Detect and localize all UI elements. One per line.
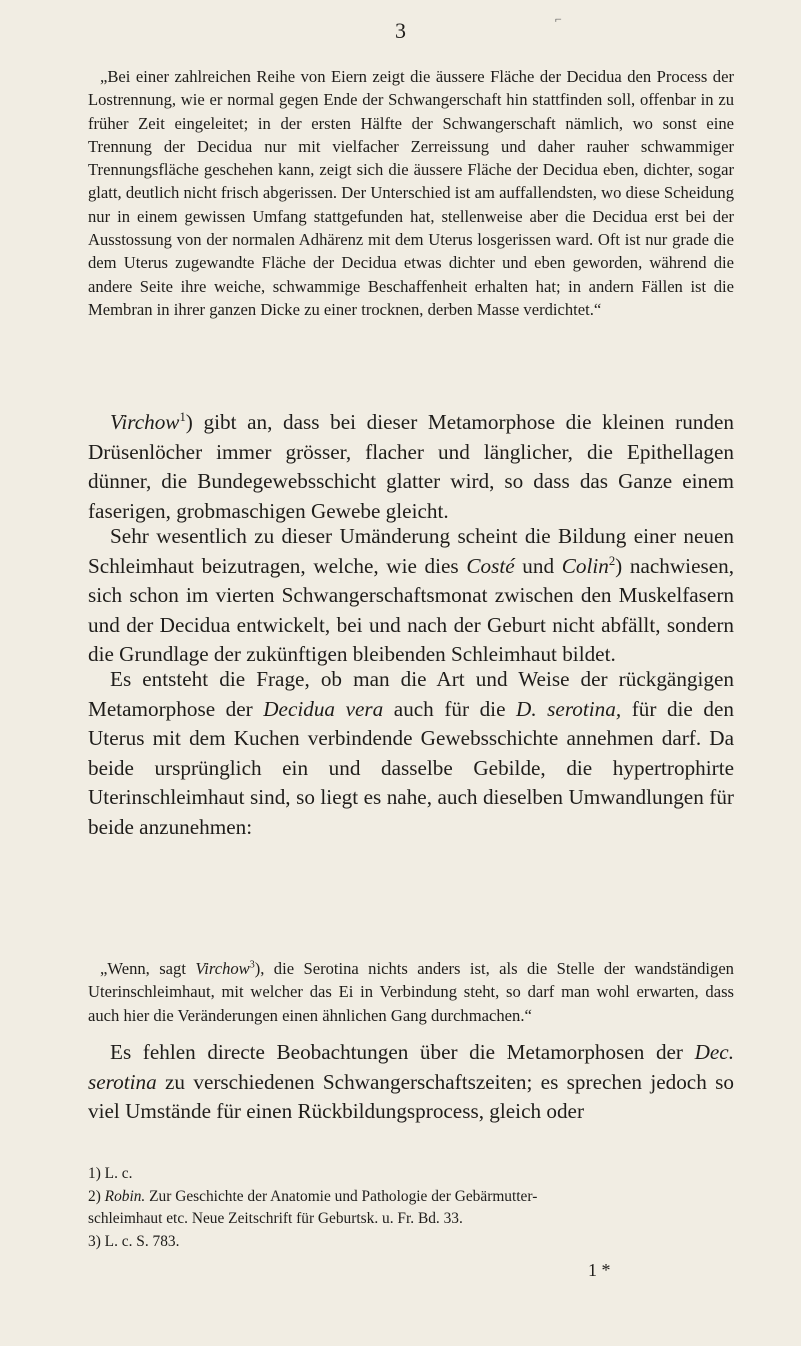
footnote-1: 1) L. c. [88, 1165, 133, 1182]
footnote-text: Zur Geschichte der Anatomie und Pathologie der Gebärmutter- [145, 1187, 538, 1205]
footnotes [88, 1163, 734, 1253]
paragraph-text: ) nachwiesen, sich schon im vierten Schwangerschaftsmonat zwischen den Muskelfasern und der Decidua entwickelt, bei und nach der Geburt nicht abfällt, sondern die Grundlage der zukünftigen bleibenden Schleimhaut bildet. [88, 553, 735, 666]
paragraph-3 [88, 665, 734, 842]
footnote-ref: 2 [608, 553, 616, 568]
paragraph-text: und [514, 553, 562, 578]
paragraph-text: zu verschiedenen Schwangerschaftszeiten; es sprechen jedoch so viel Umstände für einen Rückbildungsprocess, gleich oder [88, 1069, 734, 1123]
author-name: Costé [466, 553, 515, 578]
paragraph-text: Es entsteht die Frage, ob man die Art und Weise der rückgängigen Metamorphose der [88, 667, 734, 721]
paragraph-text: für die den Uterus mit dem Kuchen verbindende Gewebsschichte annehmen darf. Da beide ursprünglich ein und dasselbe Gebilde, die hypertrophirte Uterinschleimhaut sind, so liegt es nahe, auch dieselben Umwandlungen für beide anzunehmen: [88, 696, 734, 839]
italic-term: Decidua vera [263, 696, 384, 721]
footnote-ref: 3 [249, 959, 255, 971]
footnote-2-continued: schleimhaut etc. Neue Zeitschrift für Geburtsk. u. Fr. Bd. 33. [88, 1210, 463, 1227]
paragraph-2 [88, 522, 734, 670]
footnote-ref: 1 [179, 409, 186, 424]
author-name: Robin. [104, 1187, 146, 1205]
paragraph-4 [88, 1038, 734, 1127]
italic-term: D. serotina, [516, 696, 622, 721]
author-name: Virchow [195, 959, 250, 978]
margin-mark: ⌐ [555, 12, 562, 26]
quote-paragraph-2 [88, 957, 734, 1027]
paragraph-text: Sehr wesentlich zu dieser Umänderung scheint die Bildung einer neuen Schleimhaut beizutragen, welche, wie dies [88, 524, 734, 578]
paragraph-text: auch für die [383, 696, 517, 721]
paragraph-text: ) gibt an, dass bei dieser Metamorphose die kleinen runden Drüsenlöcher immer grösser, flacher und länglicher, die Epithellagen dünner, die Bundegewebsschicht glatter wird, so dass das Ganze einem faserigen, grobmaschigen Gewebe gleicht. [88, 410, 734, 523]
page-number: 3 [395, 18, 406, 43]
quote-text: ), die Serotina nichts anders ist, als die Stelle der wandständigen Uterinschleimhaut, mit welcher das Ei in Verbindung steht, so darf man wohl erwarten, dass auch hier die Veränderungen einen ähnlichen Gang durchmachen.“ [88, 959, 734, 1025]
quote-text: „Wenn, sagt [100, 959, 196, 978]
footnote-number: 2) [88, 1187, 105, 1205]
paragraph-1 [88, 408, 734, 526]
footnote-2 [88, 1186, 734, 1209]
author-name: Colin [561, 553, 609, 578]
paragraph-text: Es fehlen directe Beobachtungen über die Metamorphosen der [110, 1040, 695, 1064]
signature-mark: 1 * [588, 1260, 611, 1280]
author-name: Virchow [110, 410, 180, 434]
italic-term: Dec. serotina [88, 1040, 734, 1094]
footnote-3: 3) L. c. S. 783. [88, 1232, 180, 1250]
quote-paragraph-1: „Bei einer zahlreichen Reihe von Eiern zeigt die äussere Fläche der Decidua den Process der Lostrennung, wie er normal gegen Ende der Schwangerschaft hin stattfinden soll, offenbar in zu früher Zeit eingeleitet; in der ersten Hälfte der Schwangerschaft nämlich, wo sonst eine Trennung der Decidua nur mit vielfacher Zerreissung und daher rauher schwammiger Trennungsfläche geschehen kann, zeigt sich die äussere Fläche der Decidua eben, dichter, sogar glatt, deutlich nicht frisch abgerissen. Der Unterschied ist am auffallendsten, wo diese Scheidung nur in einem gewissen Umfang stattgefunden hat, stellenweise aber die Decidua erst bei der Ausstossung von der normalen Adhärenz mit dem Uterus losgerissen ward. Oft ist nur grade die dem Uterus zugewandte Fläche der Decidua etwas dichter und eben geworden, während die andere Seite ihre weiche, schwammige Beschaffenheit erhalten hat; in andern Fällen ist die Membran in ihrer ganzen Dicke zu einer trocknen, derben Masse verdichtet.“ [88, 67, 734, 319]
